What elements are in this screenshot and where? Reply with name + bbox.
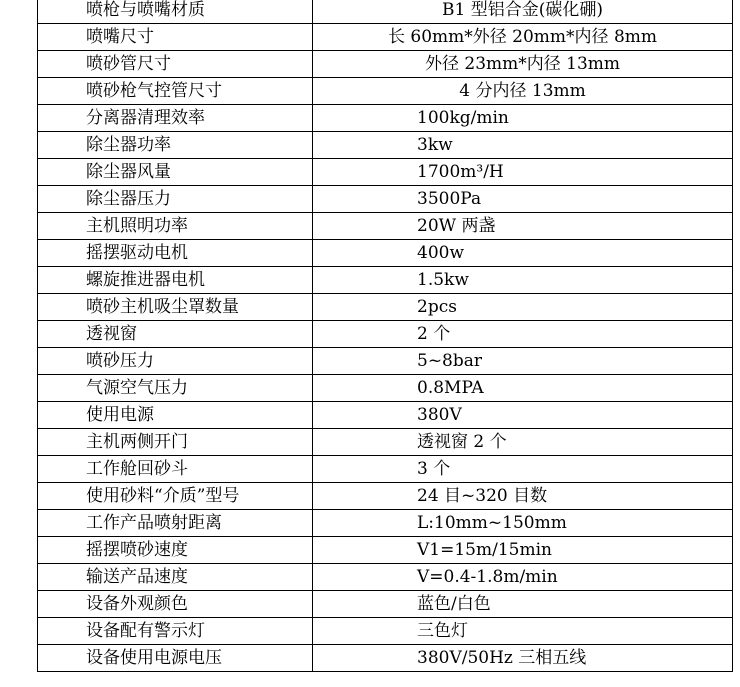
spec-row [38,537,733,564]
spec-name-cell: 主机照明功率 [38,213,313,240]
spec-row [38,186,733,213]
spec-value-cell: 长 60mm*外径 20mm*内径 8mm [313,24,733,51]
spec-name-cell: 使用砂料“介质”型号 [38,483,313,510]
spec-row [38,591,733,618]
spec-name-cell: 喷嘴尺寸 [38,24,313,51]
spec-value-cell: 380V/50Hz 三相五线 [313,645,733,672]
spec-value-cell: 24 目~320 目数 [313,483,733,510]
spec-row [38,240,733,267]
spec-name-cell: 喷砂压力 [38,348,313,375]
spec-row [38,429,733,456]
spec-name-cell: 气源空气压力 [38,375,313,402]
spec-row [38,51,733,78]
spec-row [38,564,733,591]
spec-row [38,348,733,375]
spec-row [38,618,733,645]
spec-row [38,321,733,348]
spec-name-cell: 工作产品喷射距离 [38,510,313,537]
spec-name-cell: 除尘器功率 [38,132,313,159]
spec-value-cell: 2pcs [313,294,733,321]
spec-name-cell: 主机两侧开门 [38,429,313,456]
spec-row [38,159,733,186]
spec-value-cell: 3 个 [313,456,733,483]
spec-row [38,78,733,105]
spec-name-cell: 除尘器压力 [38,186,313,213]
spec-name-cell: 设备外观颜色 [38,591,313,618]
spec-value-cell: 380V [313,402,733,429]
spec-value-cell: 20W 两盏 [313,213,733,240]
spec-name-cell: 喷砂主机吸尘罩数量 [38,294,313,321]
spec-name-cell: 输送产品速度 [38,564,313,591]
spec-row [38,402,733,429]
spec-value-cell: B1 型铝合金(碳化硼) [313,0,733,24]
spec-name-cell: 摇摆喷砂速度 [38,537,313,564]
spec-row [38,267,733,294]
spec-name-cell: 喷枪与喷嘴材质 [38,0,313,24]
spec-name-cell: 摇摆驱动电机 [38,240,313,267]
spec-value-cell: V=0.4-1.8m/min [313,564,733,591]
spec-row [38,213,733,240]
spec-row [38,510,733,537]
spec-value-cell: 1700m³/H [313,159,733,186]
spec-row [38,375,733,402]
spec-row [38,105,733,132]
spec-value-cell: 透视窗 2 个 [313,429,733,456]
spec-name-cell: 设备配有警示灯 [38,618,313,645]
spec-value-cell: 400w [313,240,733,267]
spec-name-cell: 工作舱回砂斗 [38,456,313,483]
spec-value-cell: 1.5kw [313,267,733,294]
spec-row [38,456,733,483]
spec-name-cell: 喷砂枪气控管尺寸 [38,78,313,105]
spec-value-cell: 5~8bar [313,348,733,375]
spec-value-cell: 0.8MPA [313,375,733,402]
spec-row [38,0,733,24]
spec-value-cell: 3kw [313,132,733,159]
spec-row [38,294,733,321]
spec-row [38,483,733,510]
spec-row [38,24,733,51]
spec-row [38,132,733,159]
spec-value-cell: 外径 23mm*内径 13mm [313,51,733,78]
spec-value-cell: V1=15m/15min [313,537,733,564]
spec-name-cell: 除尘器风量 [38,159,313,186]
spec-row [38,645,733,672]
spec-value-cell: L:10mm~150mm [313,510,733,537]
spec-table-body [38,0,733,672]
spec-name-cell: 使用电源 [38,402,313,429]
spec-value-cell: 蓝色/白色 [313,591,733,618]
spec-value-cell: 2 个 [313,321,733,348]
spec-name-cell: 设备使用电源电压 [38,645,313,672]
spec-value-cell: 100kg/min [313,105,733,132]
spec-name-cell: 喷砂管尺寸 [38,51,313,78]
spec-value-cell: 3500Pa [313,186,733,213]
spec-table [37,0,733,672]
spec-value-cell: 4 分内径 13mm [313,78,733,105]
spec-name-cell: 分离器清理效率 [38,105,313,132]
spec-name-cell: 透视窗 [38,321,313,348]
spec-value-cell: 三色灯 [313,618,733,645]
spec-name-cell: 螺旋推进器电机 [38,267,313,294]
